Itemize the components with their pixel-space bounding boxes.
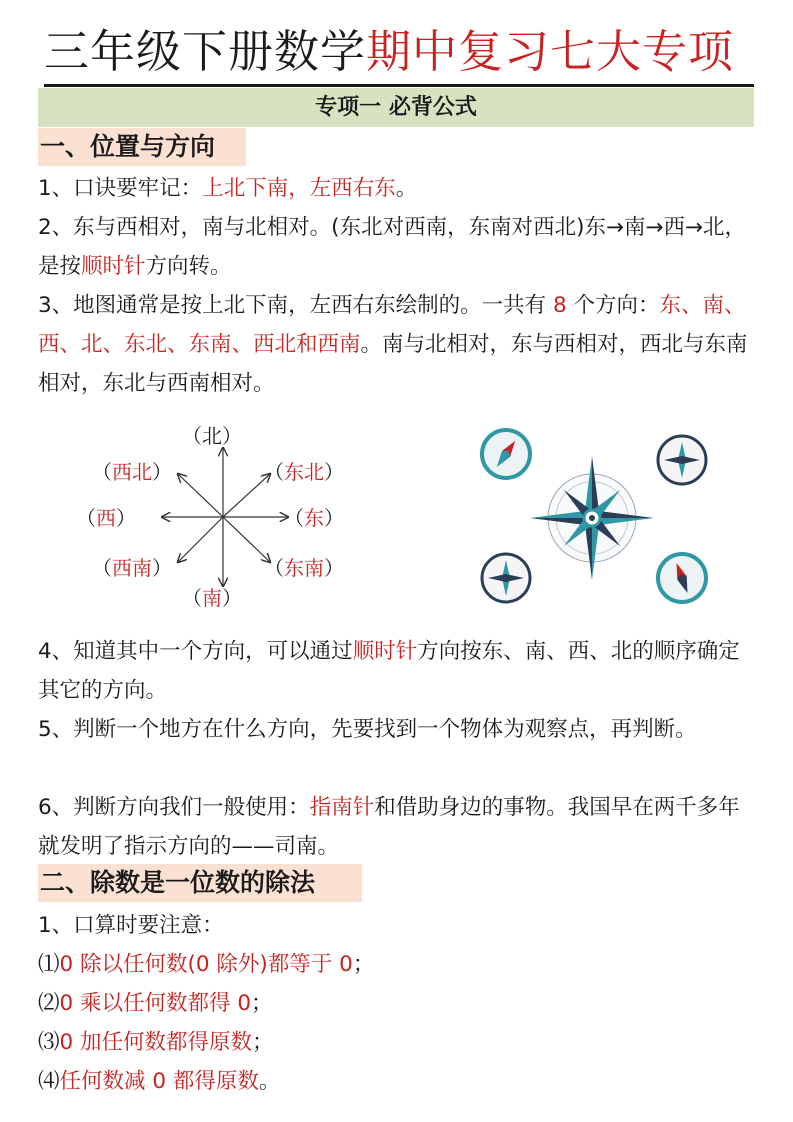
dir: 南 <box>202 586 222 610</box>
dir: 北 <box>202 424 222 448</box>
dir: 东南 <box>284 556 324 580</box>
label-northeast <box>264 458 344 486</box>
highlight: 顺时针 <box>352 639 418 664</box>
dir: 东北 <box>284 460 324 484</box>
rule-text: 任何数减 0 都得原数 <box>59 1069 259 1094</box>
punct: ； <box>352 952 375 977</box>
title-red: 期中复习七大专项 <box>366 25 735 78</box>
label-southeast <box>264 554 344 582</box>
paren: ） <box>324 506 344 530</box>
section-heading-position: 一、位置与方向 <box>38 128 246 166</box>
paragraph-2 <box>38 208 754 286</box>
highlight: 东、南、西、北、东北、东南、西北和西南 <box>38 293 746 357</box>
text: 3、地图通常是按上北下南，左西右东绘制的。一共有 <box>38 293 554 318</box>
paren: ） <box>222 424 242 448</box>
text: 个方向： <box>566 293 660 318</box>
text: 4、知道其中一个方向，可以通过 <box>38 639 353 664</box>
paren: （ <box>76 506 96 530</box>
compass-rose-icon <box>468 418 720 616</box>
paren: ） <box>152 556 172 580</box>
rule-1 <box>38 945 754 984</box>
paren: （ <box>182 586 202 610</box>
text: 。南与北相对，东与西相对，西北与东南相对，东北与西南相对。 <box>38 332 748 396</box>
title-black: 三年级下册数学 <box>44 25 367 78</box>
label-northwest <box>92 458 172 486</box>
label-north <box>182 422 242 450</box>
dir: 东 <box>304 506 324 530</box>
paragraph-3 <box>38 286 754 403</box>
paren: （ <box>264 556 284 580</box>
rule-3 <box>38 1023 754 1062</box>
rule-number: ⑴ <box>38 952 60 977</box>
page-title <box>44 20 754 86</box>
paragraph-4 <box>38 632 754 710</box>
paren: ） <box>116 506 136 530</box>
text: 2、东与西相对，南与北相对。(东北对西南，东南对西北)东→南→西→北，是按 <box>38 215 747 279</box>
paren: ） <box>222 586 242 610</box>
section-banner: 专项一 必背公式 <box>38 88 754 127</box>
highlight: 上北下南，左西右东 <box>202 176 396 201</box>
paren: （ <box>264 460 284 484</box>
rule-2 <box>38 984 754 1023</box>
text: 和借助身边的事物。我国早在两千多年就发明了指示方向的——司南。 <box>38 795 740 859</box>
rule-number: ⑷ <box>38 1069 60 1094</box>
rule-text: 0 除以任何数(0 除外)都等于 0 <box>59 952 353 977</box>
rule-4 <box>38 1062 754 1101</box>
direction-diagram <box>60 418 400 616</box>
rule-number: ⑵ <box>38 991 60 1016</box>
text: 方向转。 <box>145 254 232 279</box>
paren: ） <box>152 460 172 484</box>
section-heading-division: 二、除数是一位数的除法 <box>38 864 362 902</box>
rule-text: 0 乘以任何数都得 0 <box>59 991 252 1016</box>
dir: 西北 <box>112 460 152 484</box>
paren: ） <box>324 556 344 580</box>
paren: （ <box>284 506 304 530</box>
highlight: 顺时针 <box>81 254 146 279</box>
label-west <box>76 504 136 532</box>
dir: 西南 <box>112 556 152 580</box>
highlight: 指南针 <box>309 795 375 820</box>
paragraph-6 <box>38 788 754 866</box>
label-southwest <box>92 554 172 582</box>
paren: （ <box>92 556 112 580</box>
paren: ） <box>324 460 344 484</box>
label-south <box>182 584 242 612</box>
dir: 西 <box>96 506 116 530</box>
highlight: 8 <box>553 293 567 318</box>
compass-illustration <box>468 418 720 616</box>
paragraph-5: 5、判断一个地方在什么方向，先要找到一个物体为观察点，再判断。 <box>38 717 697 742</box>
paren: （ <box>182 424 202 448</box>
text: 。 <box>395 176 418 201</box>
title-underline <box>44 84 754 87</box>
label-east <box>284 504 344 532</box>
paren: （ <box>92 460 112 484</box>
text: 1、口诀要牢记： <box>38 176 203 201</box>
punct: ； <box>251 991 273 1016</box>
text: 6、判断方向我们一般使用： <box>38 795 310 820</box>
rule-number: ⑶ <box>38 1030 60 1055</box>
text: 方向按东、南、西、北的顺序确定其它的方向。 <box>38 639 740 703</box>
paragraph-oral-calc: 1、口算时要注意： <box>38 913 224 938</box>
punct: ； <box>252 1030 274 1055</box>
punct: 。 <box>258 1069 281 1094</box>
paragraph-1 <box>38 169 754 208</box>
rule-text: 0 加任何数都得原数 <box>59 1030 253 1055</box>
